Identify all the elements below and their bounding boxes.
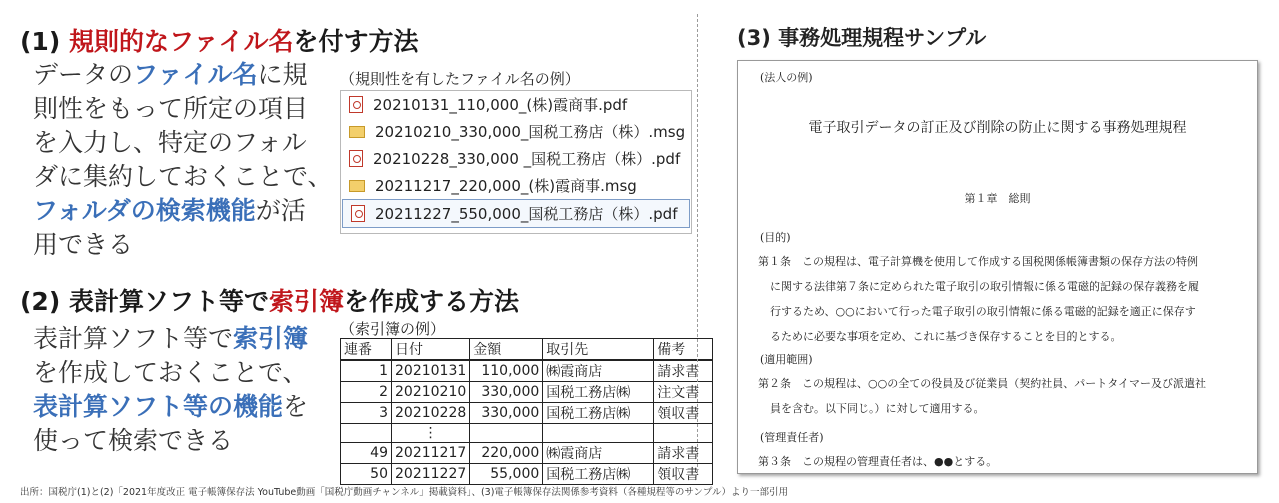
table-header-cell: 取引先 [543, 339, 654, 361]
section2-heading [20, 282, 519, 318]
table-cell: 330,000 [470, 403, 543, 424]
section1-body-line [33, 58, 333, 92]
section1-body-text: 用できる [33, 230, 134, 259]
doc-article1-heading: (目的) [760, 231, 791, 244]
section2-body-text: 表計算ソフト等で [33, 324, 234, 353]
source-footer: 出所：国税庁(1)と(2)「2021年度改正 電子帳簿保存法 YouTube動画「国税庁動画チャンネル」掲載資料」、(3)電子帳簿保存法関係参考資料（各種規程等のサンプル）より一部引用 [20, 487, 789, 498]
table-row [341, 464, 713, 485]
section1-body-text: ダに集約しておくことで、 [33, 162, 333, 191]
file-list [340, 90, 692, 234]
table-header-cell: 日付 [392, 339, 470, 361]
section1-body-line [33, 194, 333, 228]
regulation-document [737, 60, 1258, 474]
section2-body-line [33, 390, 333, 424]
doc-text-line: 第３条 この規程の管理責任者は、●●とする。 [758, 455, 998, 468]
section1-body-text: が活 [255, 196, 306, 225]
doc-article1 [758, 249, 1199, 349]
doc-article2 [758, 371, 1206, 421]
doc-text-line: 員を含む。以下同じ。）に対して適用する。 [770, 402, 985, 415]
table-cell: 50 [341, 464, 392, 485]
table-cell: 330,000 [470, 382, 543, 403]
table-cell: 3 [341, 403, 392, 424]
doc-corp-label: (法人の例) [760, 71, 813, 84]
section1-body-text: を入力し、特定のフォル [33, 128, 307, 157]
table-cell: 20210131 [392, 360, 470, 382]
pdf-icon [351, 205, 365, 222]
file-item[interactable] [341, 145, 691, 172]
table-cell: 領収書 [654, 464, 713, 485]
table-header-cell: 金額 [470, 339, 543, 361]
table-cell [654, 424, 713, 443]
section1-body [33, 58, 333, 262]
table-cell: ⋮ [392, 424, 470, 443]
table-cell: ㈱霞商店 [543, 360, 654, 382]
section1-body-text: データの [33, 60, 134, 89]
table-cell: 国税工務店㈱ [543, 464, 654, 485]
file-item[interactable] [341, 91, 691, 118]
section1-body-highlight: フォルダの検索機能 [33, 196, 256, 225]
index-table [340, 338, 713, 485]
index-table-caption: （索引簿の例） [340, 320, 446, 338]
table-cell: 注文書 [654, 382, 713, 403]
table-cell: 110,000 [470, 360, 543, 382]
section2-heading-rest: を作成する方法 [344, 287, 520, 316]
table-cell: 請求書 [654, 443, 713, 464]
msg-icon [349, 126, 365, 138]
section1-heading-number: (1) [20, 27, 61, 56]
table-header-cell: 連番 [341, 339, 392, 361]
section2-body-text: 使って検索できる [33, 426, 234, 455]
doc-article3-heading: (管理責任者) [760, 431, 824, 444]
doc-text-line: るために必要な事項を定め、これに基づき保存することを目的とする。 [770, 330, 1122, 343]
section1-body-line [33, 126, 333, 160]
table-cell [470, 424, 543, 443]
table-cell: 国税工務店㈱ [543, 403, 654, 424]
section1-body-line [33, 228, 333, 262]
pdf-icon [349, 96, 363, 113]
section2-body-line [33, 322, 333, 356]
section2-body-highlight: 索引簿 [233, 324, 309, 353]
section1-body-text: 則性をもって所定の項目 [33, 94, 309, 123]
table-cell: 55,000 [470, 464, 543, 485]
file-name: 20210210_330,000_国税工務店（株）.msg [375, 123, 686, 141]
file-item[interactable] [341, 172, 691, 199]
doc-title: 電子取引データの訂正及び削除の防止に関する事務処理規程 [808, 120, 1187, 136]
section2-body-line [33, 356, 333, 390]
section2-body-text: を [283, 392, 309, 421]
table-cell: 220,000 [470, 443, 543, 464]
table-row [341, 403, 713, 424]
file-item[interactable] [341, 118, 691, 145]
table-row [341, 424, 713, 443]
doc-text-line: 行するため、○○において行った電子取引の取引情報に係る電磁的記録を適正に保存す [770, 305, 1196, 318]
table-row [341, 443, 713, 464]
doc-article2-heading: (適用範囲) [760, 353, 813, 366]
table-cell: 領収書 [654, 403, 713, 424]
section1-body-line [33, 160, 333, 194]
section2-body-text: を作成しておくことで、 [33, 358, 308, 387]
doc-article3 [758, 449, 997, 474]
section1-heading [20, 22, 419, 58]
section2-heading-pre: 表計算ソフト等で [68, 287, 269, 316]
section1-body-line [33, 92, 333, 126]
section2-body-line [33, 424, 333, 458]
section1-heading-rest: を付す方法 [293, 27, 419, 56]
doc-text-line: に関する法律第７条に定められた電子取引の取引情報に係る電磁的記録の保存義務を履 [770, 280, 1199, 293]
table-cell: 20211227 [392, 464, 470, 485]
file-name: 20211227_550,000_国税工務店（株）.pdf [375, 205, 678, 223]
section3-heading: (3) 事務処理規程サンプル [737, 26, 987, 50]
msg-icon [349, 180, 365, 192]
table-cell: 20210210 [392, 382, 470, 403]
table-row [341, 382, 713, 403]
table-cell: 国税工務店㈱ [543, 382, 654, 403]
section1-body-highlight: ファイル名 [133, 60, 258, 89]
doc-text-line: 第１条 この規程は、電子計算機を使用して作成する国税関係帳簿書類の保存方法の特例 [758, 255, 1198, 268]
table-cell: 請求書 [654, 360, 713, 382]
table-cell: 20210228 [392, 403, 470, 424]
doc-chapter: 第１章 総則 [964, 192, 1031, 205]
file-name: 20210131_110,000_(株)霞商事.pdf [373, 96, 628, 114]
table-cell: ㈱霞商店 [543, 443, 654, 464]
file-item[interactable] [342, 199, 690, 228]
table-cell: 49 [341, 443, 392, 464]
table-cell [341, 424, 392, 443]
section2-heading-number: (2) [20, 287, 61, 316]
file-name: 20210228_330,000 _国税工務店（株）.pdf [373, 150, 681, 168]
table-header-cell: 備考 [654, 339, 713, 361]
table-cell: 20211217 [392, 443, 470, 464]
section1-body-text: に規 [257, 60, 308, 89]
section2-body-highlight: 表計算ソフト等の機能 [33, 392, 284, 421]
table-cell: 2 [341, 382, 392, 403]
table-row [341, 360, 713, 382]
section2-body [33, 322, 333, 458]
pdf-icon [349, 150, 363, 167]
doc-text-line: 第２条 この規程は、○○の全ての役員及び従業員（契約社員、パートタイマー及び派遣社 [758, 377, 1206, 390]
table-cell [543, 424, 654, 443]
section2-heading-highlight: 索引簿 [268, 287, 344, 316]
table-cell: 1 [341, 360, 392, 382]
file-name: 20211217_220,000_(株)霞商事.msg [375, 177, 637, 195]
section1-heading-highlight: 規則的なファイル名 [68, 27, 294, 56]
section-divider [697, 14, 698, 472]
index-table-header-row [341, 339, 713, 361]
file-example-caption: （規則性を有したファイル名の例） [340, 70, 580, 88]
